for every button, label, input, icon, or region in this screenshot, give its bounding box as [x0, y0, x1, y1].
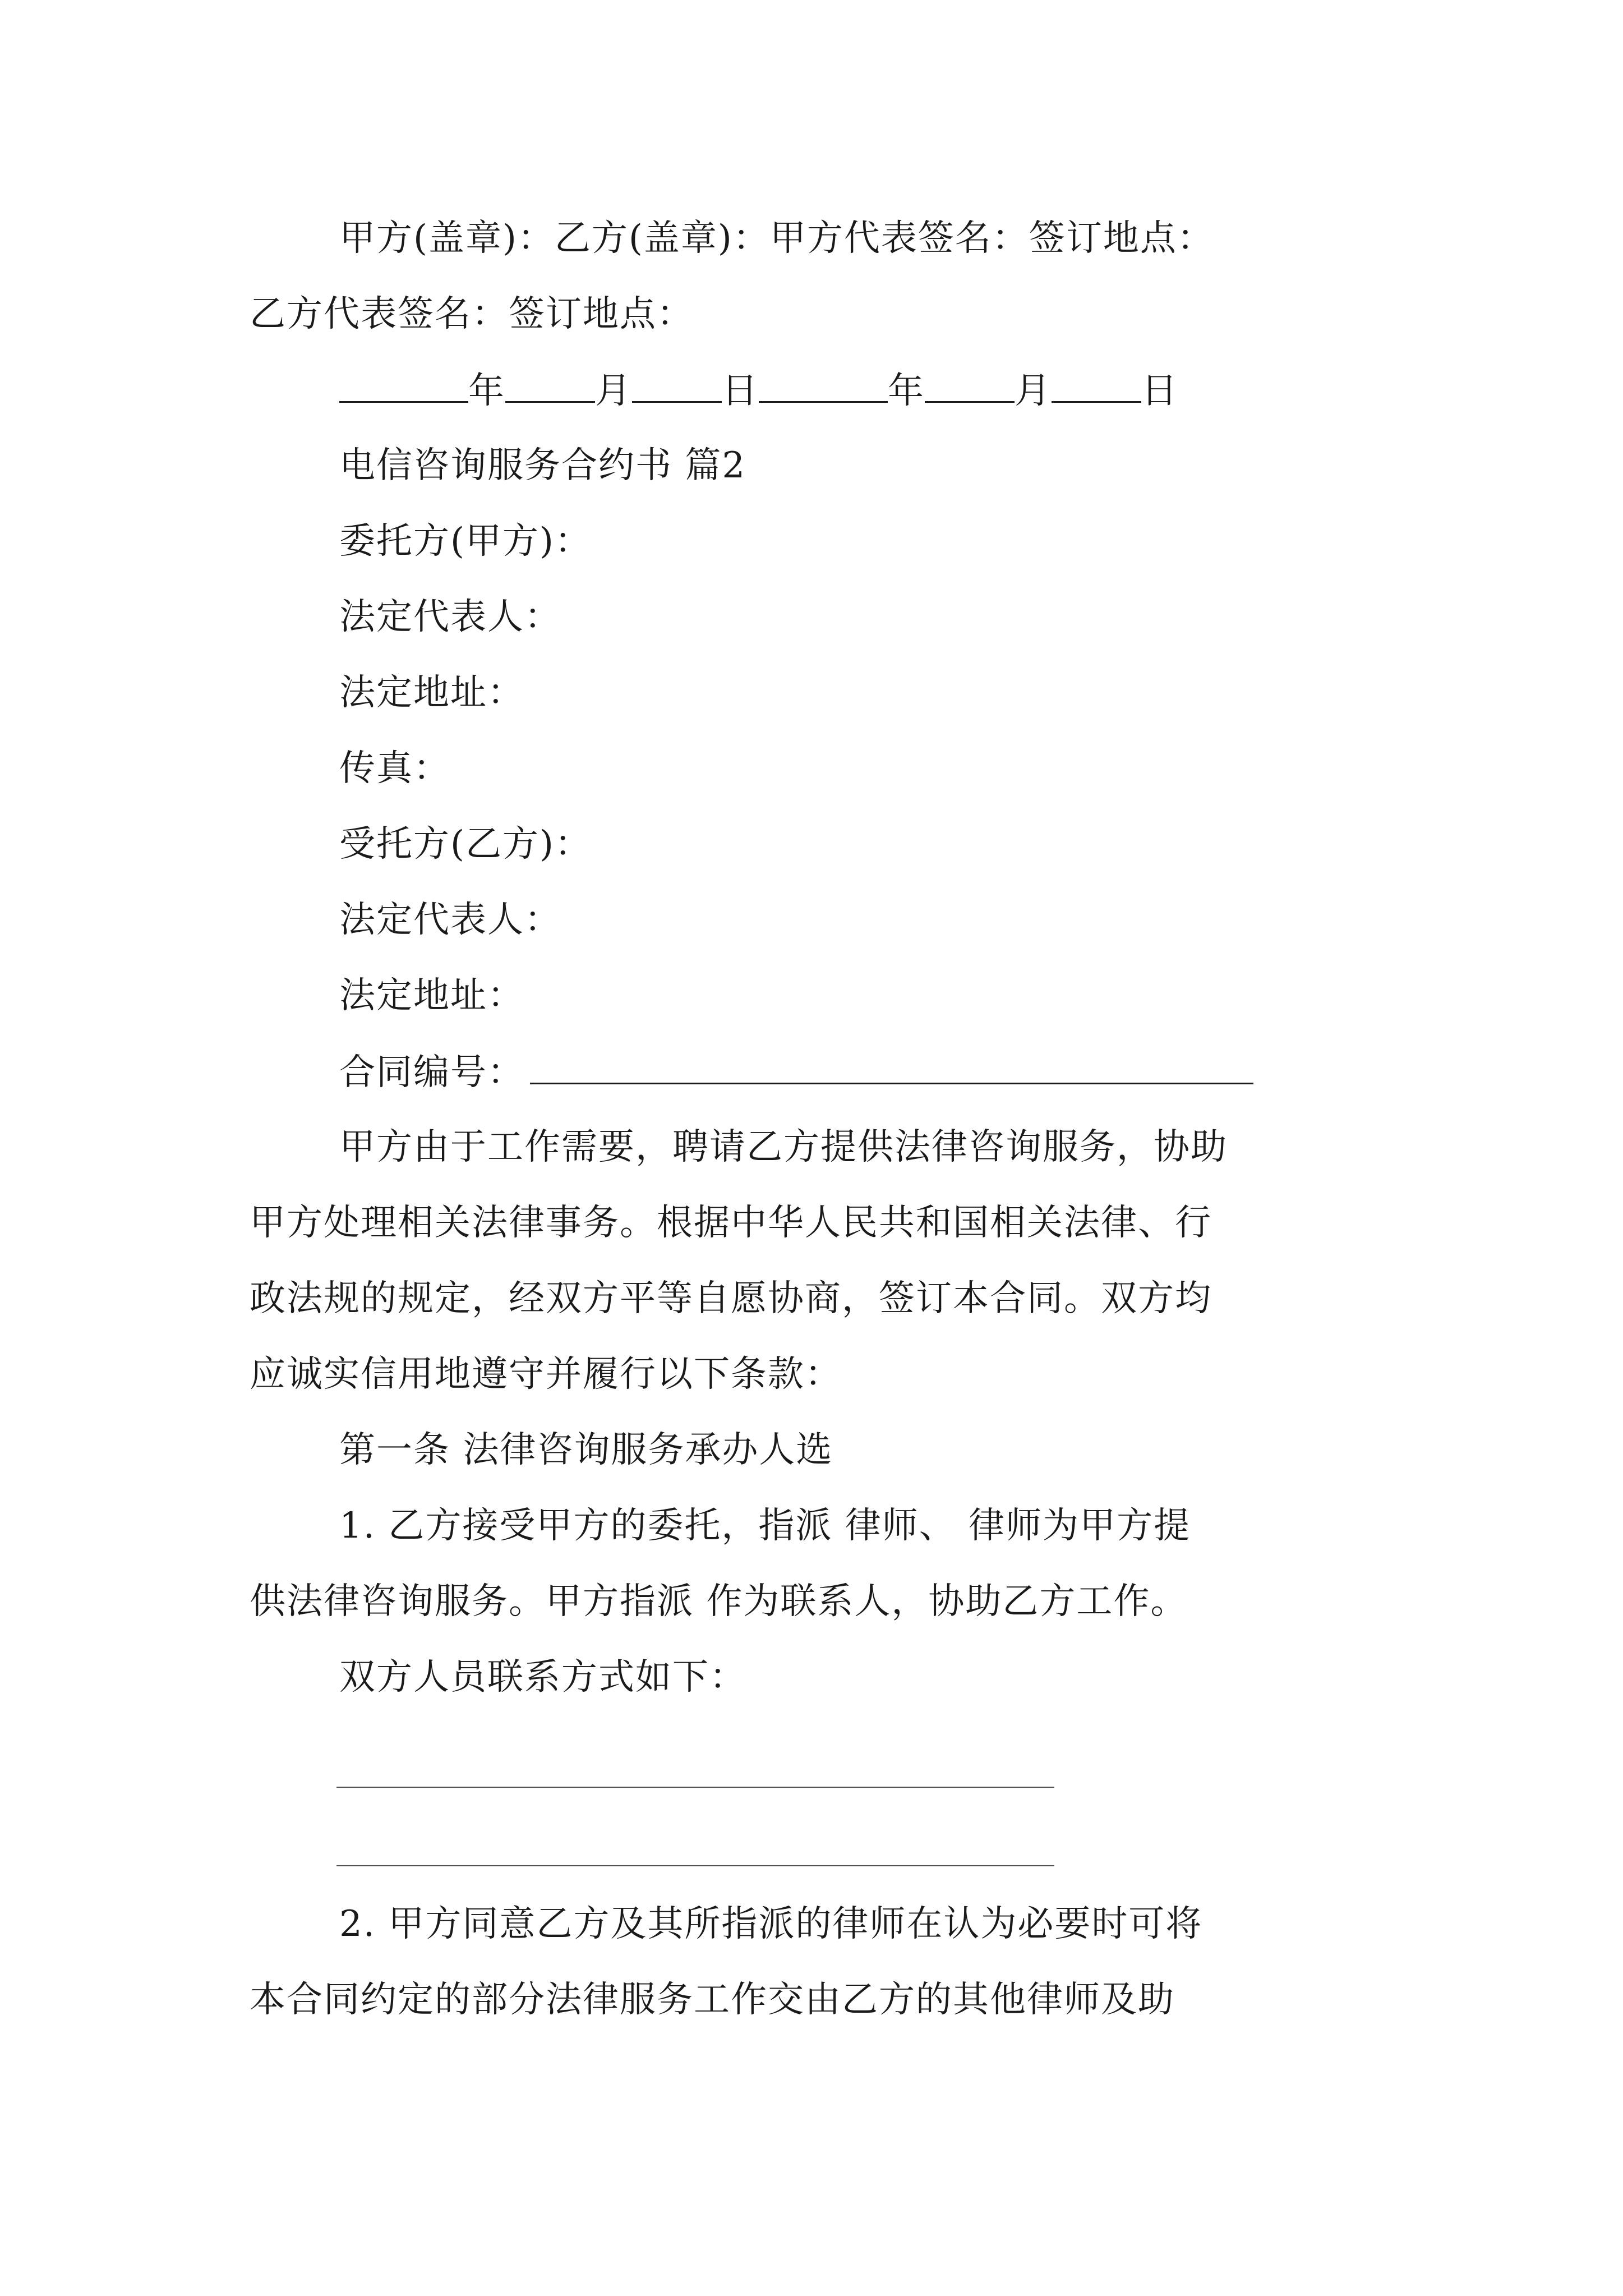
intro-paragraph-line: 甲方由于工作需要，聘请乙方提供法律咨询服务，协助 — [339, 1126, 1228, 1168]
signature-line: 甲方(盖章)：乙方(盖章)：甲方代表签名：签订地点： — [339, 218, 1214, 259]
agent-representative-label: 法定代表人： — [339, 899, 561, 941]
contract-number-line — [339, 1049, 1253, 1095]
day-blank-b — [1052, 367, 1141, 403]
day-unit-b: 日 — [1141, 370, 1178, 412]
clause-2-line: 本合同约定的部分法律服务工作交由乙方的其他律师及助 — [250, 1979, 1175, 2021]
day-unit-a: 日 — [722, 370, 759, 412]
month-unit-a: 月 — [595, 370, 632, 412]
day-blank-a — [632, 367, 722, 403]
clause-1-line: 供法律咨询服务。甲方指派 作为联系人，协助乙方工作。 — [250, 1581, 1188, 1622]
section-title: 电信咨询服务合约书 篇2 — [339, 445, 746, 486]
year-blank-a — [339, 367, 468, 403]
year-blank-b — [759, 367, 888, 403]
contact-blank-line-2 — [336, 1865, 1054, 1866]
signature-line-continued: 乙方代表签名：签订地点： — [250, 293, 694, 335]
agent-address-label: 法定地址： — [339, 975, 524, 1016]
contract-number-label: 合同编号： — [339, 1052, 524, 1093]
intro-paragraph-line: 甲方处理相关法律事务。根据中华人民共和国相关法律、行 — [250, 1202, 1212, 1244]
year-unit-b: 年 — [888, 370, 925, 412]
client-party-label: 委托方(甲方)： — [339, 521, 592, 562]
clause-1-line: 1. 乙方接受甲方的委托，指派 律师、 律师为甲方提 — [339, 1505, 1191, 1547]
agent-party-label: 受托方(乙方)： — [339, 823, 592, 865]
month-unit-b: 月 — [1015, 370, 1052, 412]
client-address-label: 法定地址： — [339, 672, 524, 714]
date-line — [339, 367, 1178, 413]
client-representative-label: 法定代表人： — [339, 596, 561, 638]
contact-blank-line-1 — [336, 1787, 1054, 1788]
intro-paragraph-line: 政法规的规定，经双方平等自愿协商，签订本合同。双方均 — [250, 1278, 1212, 1319]
client-fax-label: 传真： — [339, 748, 450, 789]
article-1-title: 第一条 法律咨询服务承办人选 — [339, 1429, 833, 1471]
month-blank-a — [505, 367, 595, 403]
year-unit-a: 年 — [468, 370, 505, 412]
contacts-label: 双方人员联系方式如下： — [339, 1657, 746, 1698]
contract-number-blank — [530, 1049, 1253, 1084]
month-blank-b — [925, 367, 1015, 403]
intro-paragraph-line: 应诚实信用地遵守并履行以下条款： — [250, 1354, 842, 1395]
clause-2-line: 2. 甲方同意乙方及其所指派的律师在认为必要时可将 — [339, 1903, 1203, 1945]
